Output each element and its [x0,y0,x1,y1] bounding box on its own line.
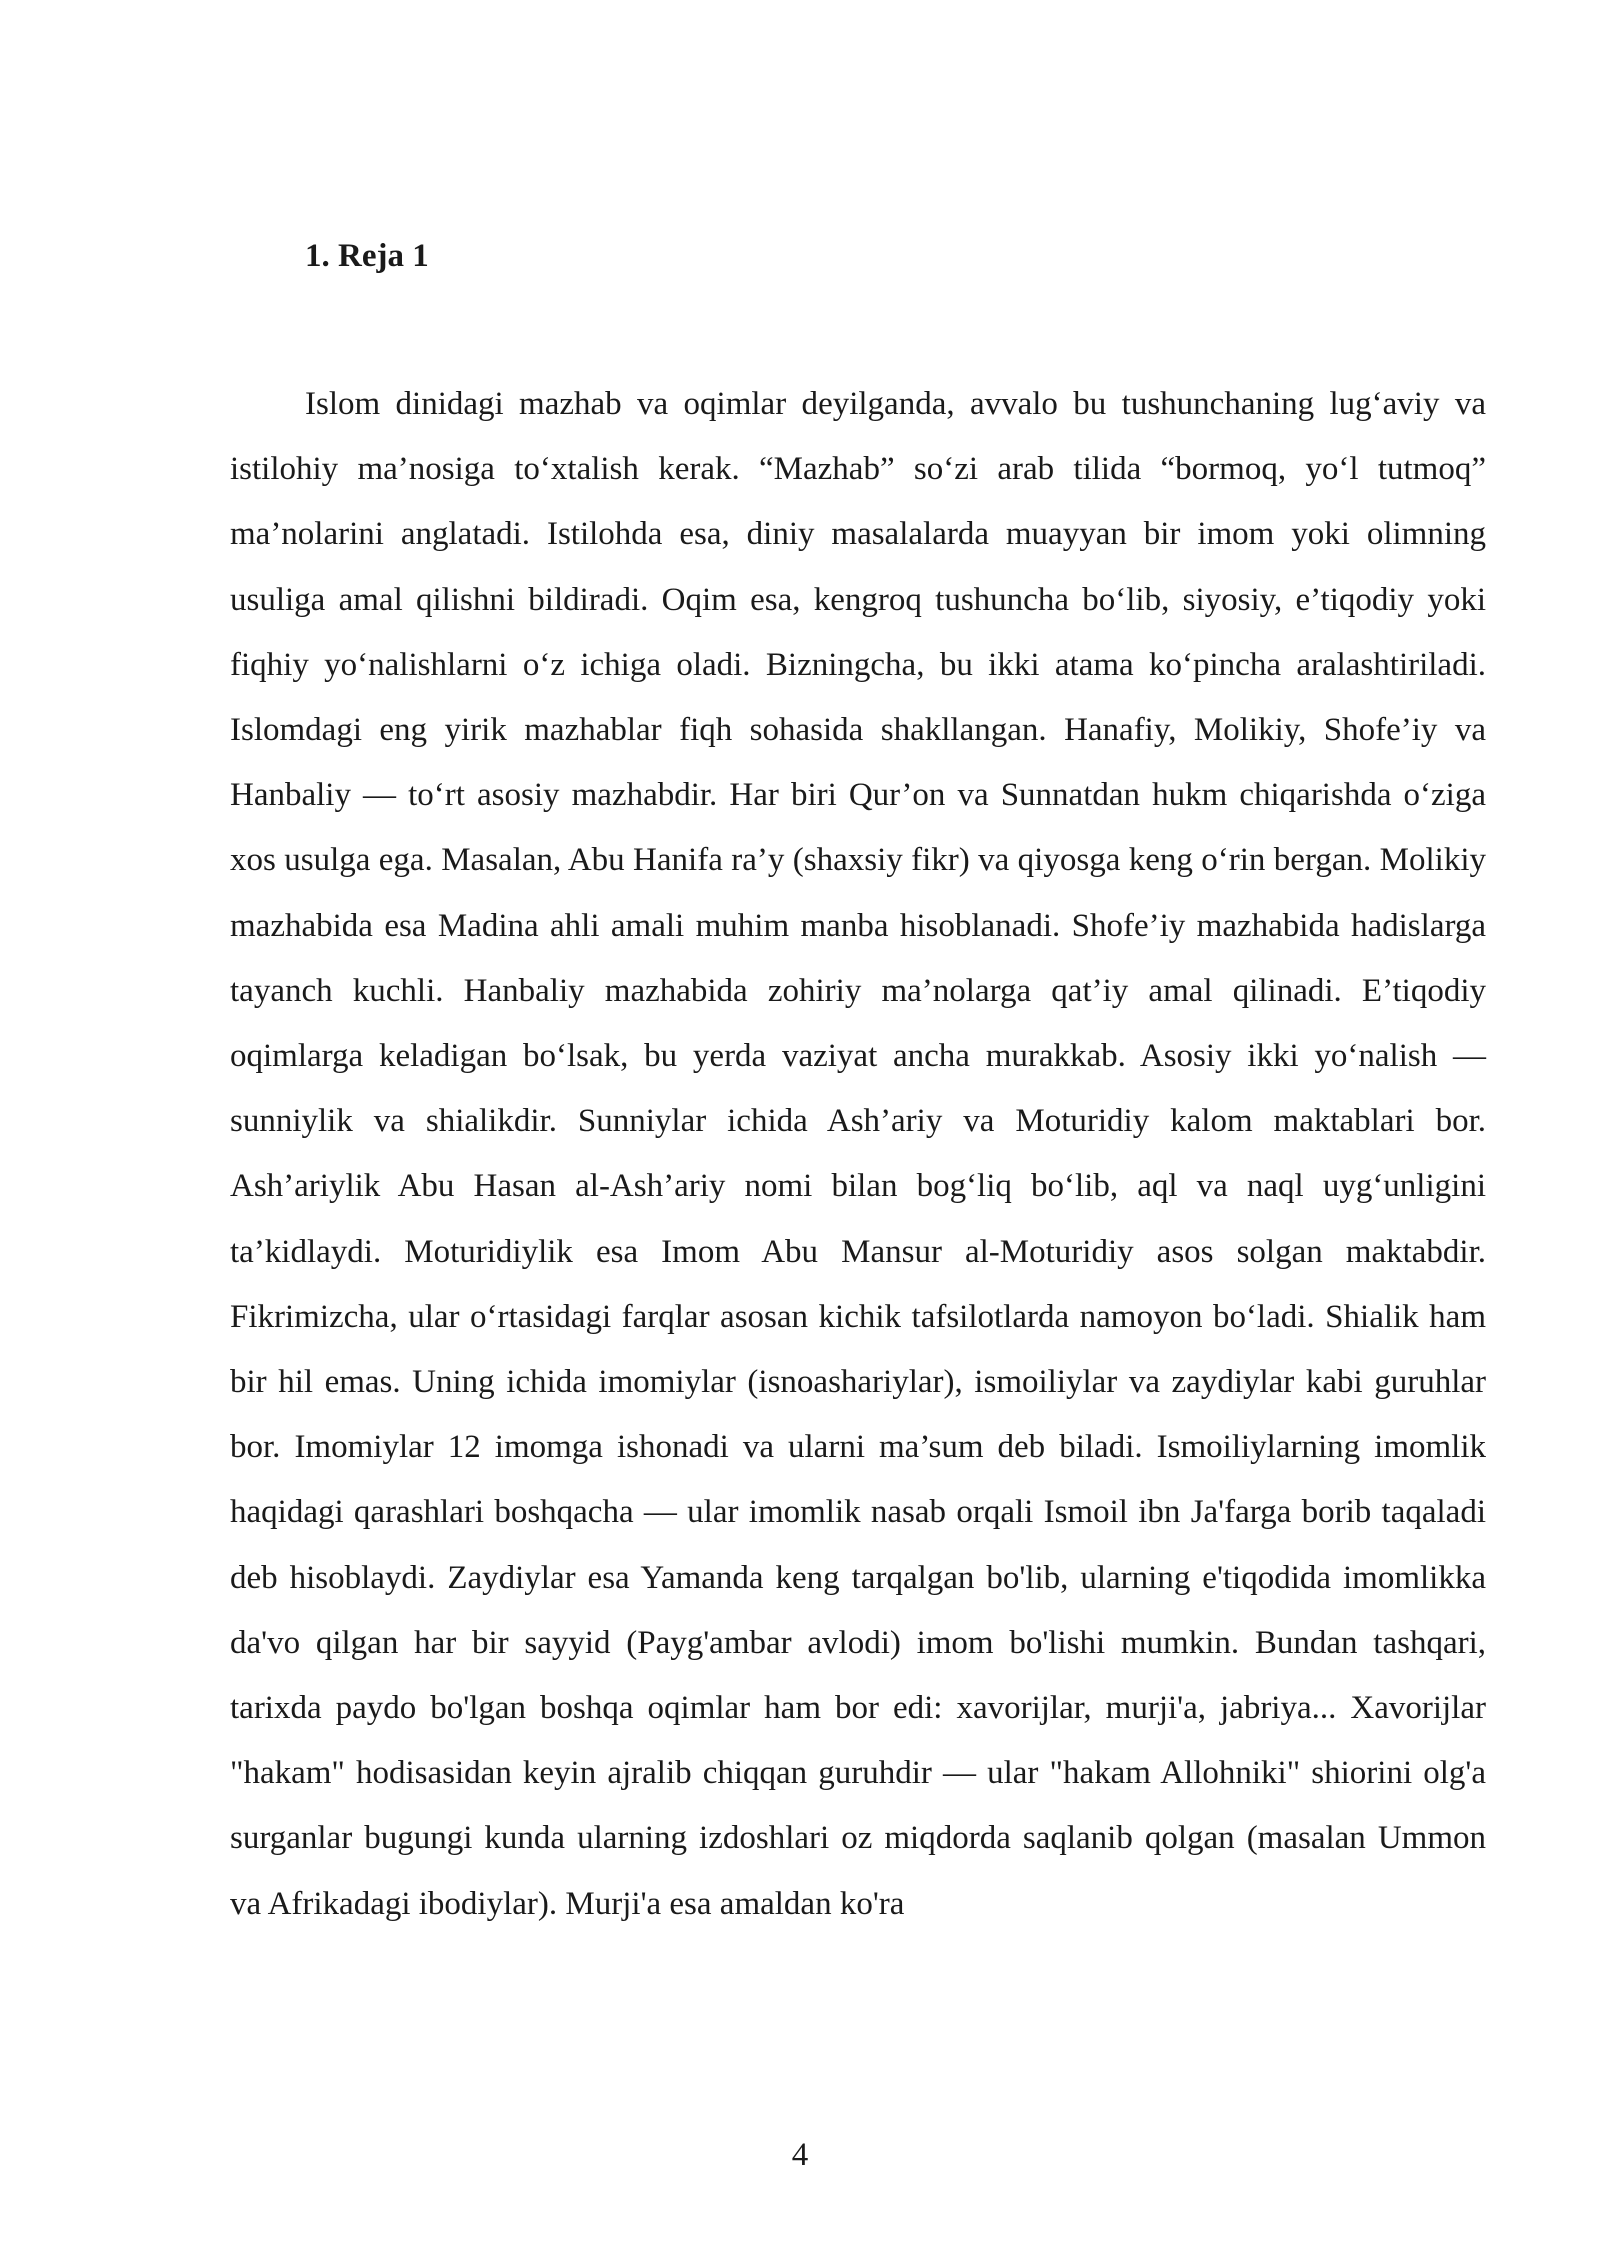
section-heading: 1. Reja 1 [305,238,429,274]
body-paragraph: Islom dinidagi mazhab va oqimlar deyilganda, avvalo bu tushunchaning lug‘aviy va istilohiy ma’nosiga to‘xtalish kerak. “Mazhab” so‘zi arab tilida “bormoq, yo‘l tutmoq” ma’nolarini anglatadi. Istilohda esa, diniy masalalarda muayyan bir imom yoki olimning usuliga amal qilishni bildiradi. Oqim esa, kengroq tushuncha bo‘lib, siyosiy, e’tiqodiy yoki fiqhiy yo‘nalishlarni o‘z ichiga oladi. Bizningcha, bu ikki atama ko‘pincha aralashtiriladi. Islomdagi eng yirik mazhablar fiqh sohasida shakllangan. Hanafiy, Molikiy, Shofe’iy va Hanbaliy — to‘rt asosiy mazhabdir. Har biri Qur’on va Sunnatdan hukm chiqarishda o‘ziga xos usulga ega. Masalan, Abu Hanifa ra’y (shaxsiy fikr) va qiyosga keng o‘rin bergan. Molikiy mazhabida esa Madina ahli amali muhim manba hisoblanadi. Shofe’iy mazhabida hadislarga tayanch kuchli. Hanbaliy mazhabida zohiriy ma’nolarga qat’iy amal qilinadi. E’tiqodiy oqimlarga keladigan bo‘lsak, bu yerda vaziyat ancha murakkab. Asosiy ikki yo‘nalish — sunniylik va shialikdir. Sunniylar ichida Ash’ariy va Moturidiy kalom maktablari bor. Ash’ariylik Abu Hasan al-Ash’ariy nomi bilan bog‘liq bo‘lib, aql va naql uyg‘unligini ta’kidlaydi. Moturidiylik esa Imom Abu Mansur al-Moturidiy asos solgan maktabdir. Fikrimizcha, ular o‘rtasidagi farqlar asosan kichik tafsilotlarda namoyon bo‘ladi. Shialik ham bir hil emas. Uning ichida imomiylar (isnoashariylar), ismoiliylar va zaydiylar kabi guruhlar bor. Imomiylar 12 imomga ishonadi va ularni ma’sum deb biladi. Ismoiliylarning imomlik haqidagi qarashlari boshqacha — ular imomlik nasab orqali Ismoil ibn Ja'farga borib taqaladi deb hisoblaydi. Zaydiylar esa Yamanda keng tarqalgan bo'lib, ularning e'tiqodida imomlikka da'vo qilgan har bir sayyid (Payg'ambar avlodi) imom bo'lishi mumkin. Bundan tashqari, tarixda paydo bo'lgan boshqa oqimlar ham bor edi: xavorijlar, murji'a, jabriya... Xavorijlar "hakam" hodisasidan keyin ajralib chiqqan guruhdir — ular "hakam Allohniki" shiorini olg'a surganlar bugungi kunda ularning izdoshlari oz miqdorda saqlanib qolgan (masalan Ummon va Afrikadagi ibodiylar). Murji'a esa amaldan ko'ra [230,386,1486,1922]
page-number: 4 [791,2137,809,2173]
